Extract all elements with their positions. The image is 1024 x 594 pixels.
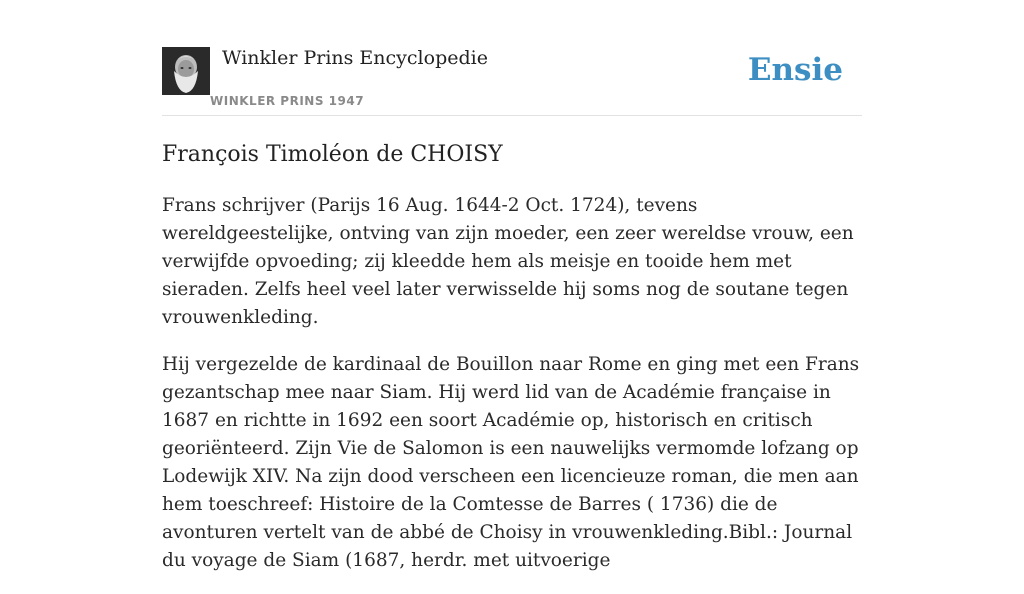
article-paragraph: Hij vergezelde de kardinaal de Bouillon naar Rome en ging met een Frans gezantschap mee naar Siam. Hij werd lid van de Académie française in 1687 en richtte in 1692 een soort Académie op, historisch en critisch georiënteerd. Zijn Vie de Salomon is een nauwelijks vermomde lofzang op Lodewijk XIV. Na zijn dood verscheen een licencieuze roman, die men aan hem toeschreef: Histoire de la Comtesse de Barres ( 1736) die de avonturen vertelt van de abbé de Choisy in vrouwenkleding.Bibl.: Journal du voyage de Siam (1687, herdr. met uitvoerige	[162, 354, 860, 571]
brand-logo[interactable]: Ensie	[747, 52, 843, 88]
header-divider	[162, 115, 862, 116]
source-edition-label[interactable]: WINKLER PRINS 1947	[210, 94, 365, 108]
article-body	[162, 192, 862, 594]
avatar[interactable]	[162, 47, 210, 95]
bearded-man-portrait-icon	[162, 47, 210, 95]
header	[162, 46, 862, 116]
article-title: François Timoléon de CHOISY	[162, 142, 503, 167]
source-name[interactable]: Winkler Prins Encyclopedie	[222, 47, 488, 69]
article-paragraph: Frans schrijver (Parijs 16 Aug. 1644-2 Oct. 1724), tevens wereldgeestelijke, ontving van zijn moeder, een zeer wereldse vrouw, een verwijfde opvoeding; zij kleedde hem als meisje en tooide hem met sieraden. Zelfs heel veel later verwisselde hij soms nog de soutane tegen vrouwenkleding.	[162, 195, 854, 328]
